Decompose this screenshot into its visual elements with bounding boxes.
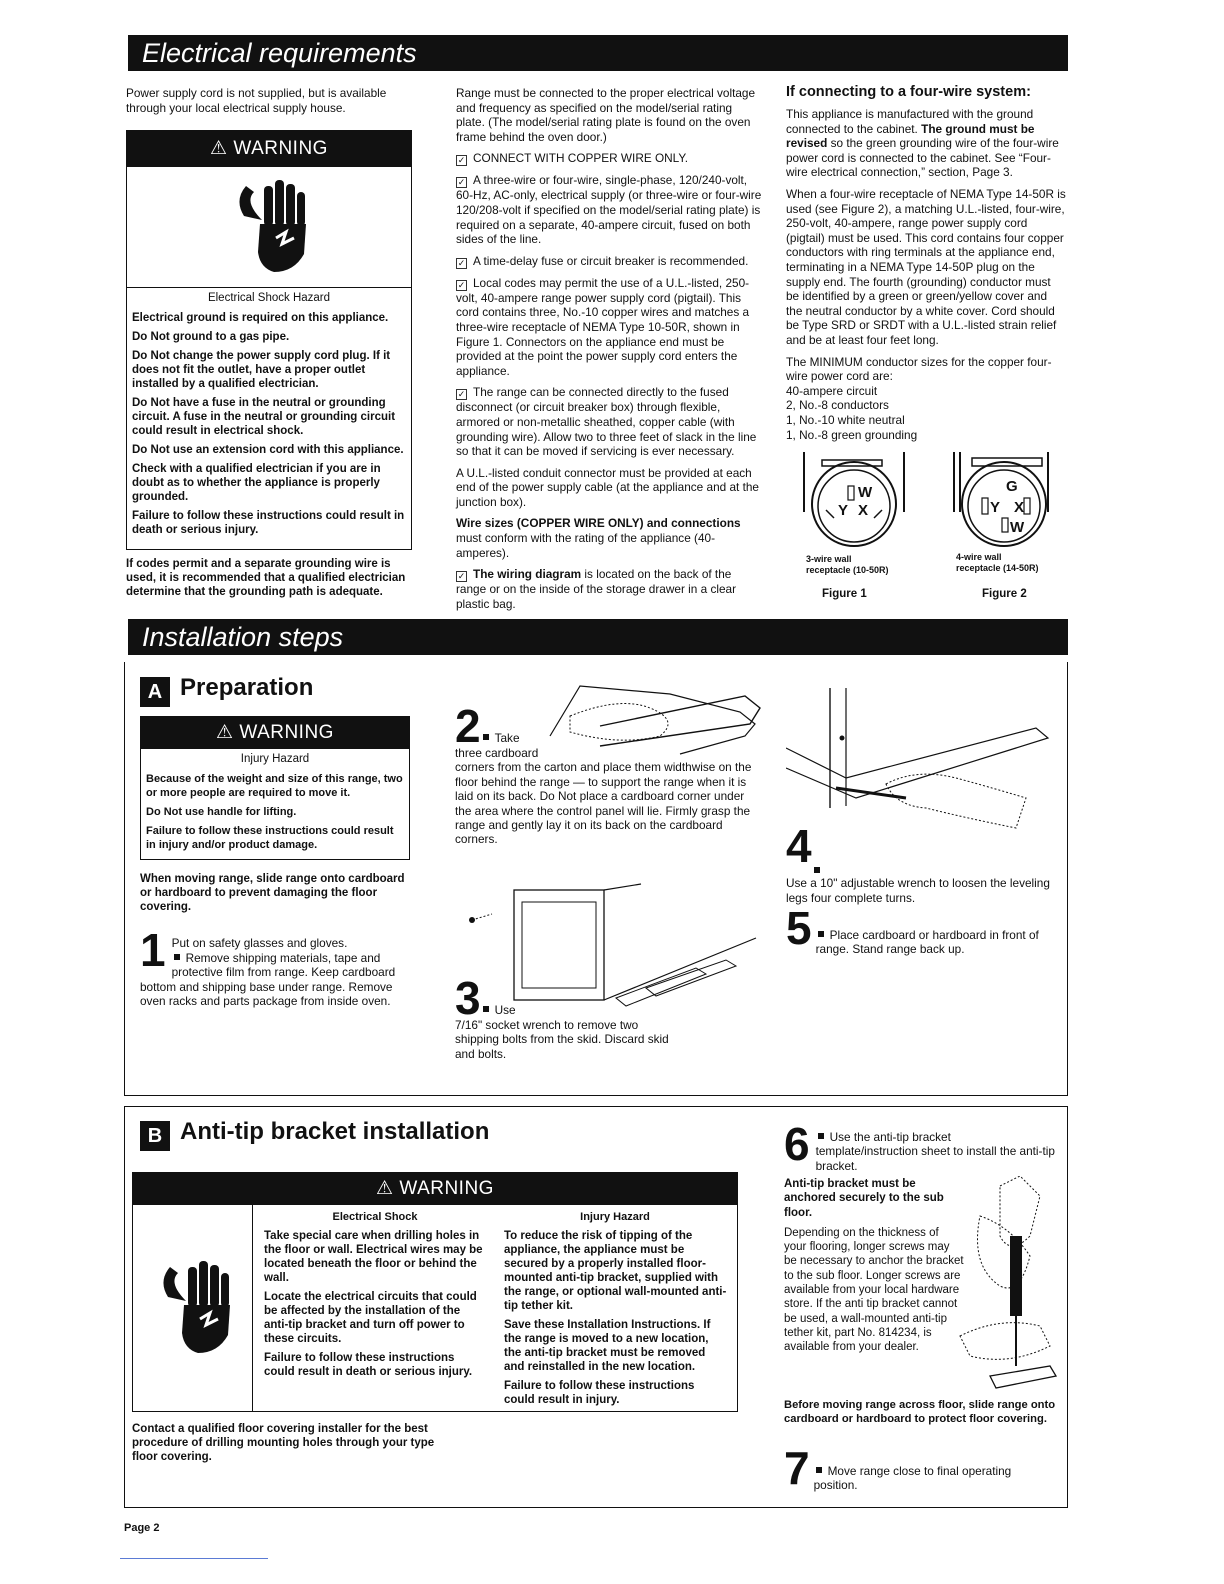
warning-header: [127, 131, 411, 167]
warning-item: Save these Installation Instructions. If the range is moved to a new location, the anti-tip bracket must be removed and reinstalled in the new location.: [504, 1318, 711, 1373]
conductor-list-item: 1, No.-8 green grounding: [786, 427, 918, 442]
step6-text: Use the anti-tip bracket template/instruction sheet to install the anti-tip bracket.: [815, 1130, 1055, 1173]
step-number: 6: [784, 1118, 810, 1170]
warning-item: Do Not ground to a gas pipe.: [132, 330, 290, 343]
warning-label: WARNING: [239, 722, 334, 743]
slot-x-label: X: [1014, 499, 1025, 516]
antitip-title: Anti-tip bracket installation: [180, 1118, 490, 1145]
fuse-item: ✓ A time-delay fuse or circuit breaker is recommended.: [457, 253, 749, 268]
step2-text-a: Take: [494, 731, 520, 745]
step6-paragraph: Depending on the thickness of your flooring, longer screws may be necessary to anchor the bracket to the sub floor. Longer screws are available from your local hardware store. If the anti tip bracket cannot be used, a wall-mounted anti-tip tether kit, part No. 814234, is available from your dealer.: [784, 1226, 964, 1354]
warning-item: Failure to follow these instructions could result in injury and/or product damage.: [146, 824, 394, 851]
checkbox-icon: ✓: [457, 257, 466, 268]
warning-item: Because of the weight and size of this range, two or more people are required to move it.: [146, 772, 403, 799]
bullet-icon: [174, 954, 180, 960]
warning-triangle-icon: ⚠: [210, 138, 228, 159]
warning-label: WARNING: [233, 138, 328, 159]
warning-item: Do Not have a fuse in the neutral or grounding circuit. A fuse in the neutral or grounding circuit could result in electrical shock.: [132, 396, 396, 437]
checkbox-icon: ✓: [457, 279, 466, 290]
warning-item: To reduce the risk of tipping of the appliance, the appliance must be secured by a properly installed floor-mounted anti-tip bracket, supplied with the range, or optional wall-mounted anti-tip tether kit.: [504, 1229, 727, 1312]
slot-g-label: G: [1006, 478, 1018, 495]
pigtail-item: ✓ Local codes may permit the use of a U.L.-listed, 250-volt, 40-ampere range power supply cord (pigtail). This cord contains three, No.-10 copper wires and matches a three-wire receptacle of NEMA Type 10-50R, shown in Figure 1. Connectors on the appliance end must be provided at the point the power supply cord enters the appliance.: [456, 275, 750, 378]
voltage-paragraph: Range must be connected to the proper electrical voltage and frequency as specified on the model/serial rating plate. (The model/serial rating plate is found on the oven frame behind the oven door.): [456, 86, 756, 144]
direct-connect-item: ✓ The range can be connected directly to the fused disconnect (or circuit breaker box) through flexible, armored or non-metallic sheathed, copper cable (with grounding wire). Allow two to three feet of slack in the line so that it can be moved if servicing is ever necessary.: [456, 385, 757, 459]
conductor-list-item: 2, No.-8 conductors: [786, 398, 889, 413]
injury-warning-box: [140, 716, 410, 860]
wiring-diagram-item: ✓ The wiring diagram is located on the back of the range or on the inside of the storage drawer in a clear plastic bag.: [456, 567, 737, 611]
warning-item: Failure to follow these instructions could result in death or serious injury.: [264, 1351, 473, 1378]
step-4: [786, 820, 1056, 905]
step-number: 4: [786, 820, 812, 872]
step5-text: Place cardboard or hardboard in front of range. Stand range back up.: [815, 928, 1039, 957]
slot-w-label: W: [858, 484, 873, 501]
warning-label: WARNING: [399, 1178, 494, 1199]
warning-item: Do Not change the power supply cord plug. If it does not fit the outlet, have a proper outlet installed by a qualified electrician.: [132, 349, 391, 390]
bullet-icon: [816, 1467, 822, 1473]
leveling-leg-illustration: [786, 688, 1056, 838]
receptacle-3wire-icon: [800, 452, 910, 552]
injury-hazard-column: [495, 1205, 735, 1411]
step2-text-b: three cardboard: [455, 746, 539, 760]
receptacle-4wire-icon: [946, 452, 1056, 552]
col3: [786, 84, 1066, 442]
shock-title: Electrical Shock: [332, 1211, 418, 1223]
step-3: [455, 972, 765, 1061]
warning-header: [141, 717, 409, 749]
warning-header: [133, 1173, 737, 1205]
bullet-icon: [483, 734, 489, 740]
step-2: [455, 700, 755, 847]
col2: [456, 86, 762, 618]
shock-hand-icon: [133, 1205, 253, 1411]
fig2-caption: receptacle (14-50R): [956, 563, 1039, 573]
slot-y-label: Y: [838, 502, 849, 519]
fig1-caption: receptacle (10-50R): [806, 565, 889, 575]
checkbox-icon: ✓: [457, 177, 466, 188]
conductor-list-item: 1, No.-10 white neutral: [786, 412, 905, 427]
figure-1: [800, 452, 910, 602]
step-number: 1: [140, 924, 166, 976]
grounding-note: If codes permit and a separate grounding wire is used, it is recommended that a qualified electrician determine that the grounding path is adequate.: [126, 558, 406, 598]
preparation-title: Preparation: [180, 674, 314, 701]
footer-rule: [120, 1558, 268, 1559]
step-7: [784, 1442, 1056, 1494]
warning-item: Locate the electrical circuits that could be affected by the installation of the anti-tip bracket and turn off power to these circuits.: [264, 1290, 477, 1345]
warning-item: Do Not use handle for lifting.: [146, 805, 297, 818]
four-wire-p1: This appliance is manufactured with the ground connected to the cabinet. The ground must be revised so the green grounding wire of the four-wire power cord is connected to the cabinet. See “Four-wire electrical connection,” section, Page 3.: [786, 107, 1059, 180]
section-b-badge: B: [140, 1121, 170, 1151]
electrical-shock-column: [253, 1205, 495, 1411]
figure-2: [946, 452, 1066, 602]
step-number: 5: [786, 902, 812, 954]
checkbox-icon: ✓: [457, 571, 466, 582]
electrical-banner: Electrical requirements: [128, 35, 1068, 71]
bullet-icon: [814, 867, 820, 873]
fig2-caption: 4-wire wall: [956, 552, 1002, 562]
supply-item: ✓ A three-wire or four-wire, single-phase, 120/240-volt, 60-Hz, AC-only, electrical supply (or three-wire or four-wire 120/208-volt if specified on the model/serial rating plate) is required on a separate, 40-ampere circuit, fused on both sides of the line.: [456, 173, 762, 247]
slot-w-label: W: [1010, 519, 1025, 536]
warning-item: Failure to follow these instructions could result in injury.: [504, 1379, 695, 1406]
conductor-list-item: 40-ampere circuit: [786, 383, 878, 398]
checkbox-icon: ✓: [457, 155, 466, 166]
electrical-warning-box: [126, 130, 412, 550]
step7-text: Move range close to final operating position.: [813, 1464, 1012, 1493]
step3-text-b: 7/16" socket wrench to remove two shipping bolts from the skid. Discard skid and bolts.: [455, 1018, 669, 1061]
step1-text-a: Put on safety glasses and gloves.: [171, 936, 348, 950]
warning-item: Do Not use an extension cord with this appliance.: [132, 443, 404, 456]
power-cord-intro: Power supply cord is not supplied, but is available through your local electrical supply house.: [126, 86, 387, 115]
step4-text: Use a 10" adjustable wrench to loosen the leveling legs four complete turns.: [786, 876, 1050, 905]
step-number: 3: [455, 972, 481, 1024]
four-wire-p2: When a four-wire receptacle of NEMA Type 14-50R is used (see Figure 2), a matching U.L.-listed, four-wire, 250-volt, 40-ampere, range power supply cord (pigtail) must be used. This cord contains four copper conductors with ring terminals at the appliance end, terminating in a NEMA Type 14-50P plug on the supply end. The fourth (grounding) conductor must be identified by a green or green/yellow cover and the neutral conductor by a white cover. Cord should be Type SRD or SRDT with a U.L.-listed strain relief and be at least four feet long.: [786, 187, 1066, 348]
bullet-icon: [818, 931, 824, 937]
warning-item: Electrical ground is required on this appliance.: [132, 311, 389, 324]
warning-item: Check with a qualified electrician if you are in doubt as to whether the appliance is properly grounded.: [132, 462, 381, 503]
moving-note: When moving range, slide range onto cardboard or hardboard to prevent damaging the floor covering.: [140, 873, 405, 913]
antitip-warning-box: [132, 1172, 738, 1412]
step-5: [786, 902, 1056, 957]
step-number: 2: [455, 700, 481, 752]
page-number: Page 2: [124, 1522, 160, 1534]
step-number: 7: [784, 1442, 810, 1494]
injury-title: Injury Hazard: [580, 1211, 650, 1223]
step-1: [140, 924, 412, 1009]
slot-x-label: X: [858, 502, 869, 519]
floor-installer-note: Contact a qualified floor covering installer for the best procedure of drilling mounting holes through your type floor covering.: [132, 1423, 435, 1463]
fig1-label: Figure 1: [822, 588, 867, 600]
step3-text-a: Use: [494, 1003, 516, 1017]
hazard-title: Injury Hazard: [240, 753, 310, 765]
col1: [126, 86, 416, 122]
step-6: [784, 1118, 1056, 1173]
warning-item: Take special care when drilling holes in the floor or wall. Electrical wires may be located beneath the floor or behind the wall.: [264, 1229, 483, 1284]
bullet-icon: [483, 1006, 489, 1012]
wire-sizes-paragraph: Wire sizes (COPPER WIRE ONLY) and connections must conform with the rating of the appliance (40-amperes).: [456, 516, 741, 560]
warning-triangle-icon: ⚠: [216, 722, 234, 743]
four-wire-heading: If connecting to a four-wire system:: [786, 84, 1031, 100]
step6-details: [784, 1177, 964, 1355]
hazard-title: Electrical Shock Hazard: [207, 292, 331, 304]
installation-banner: Installation steps: [128, 619, 1068, 655]
bullet-icon: [818, 1133, 824, 1139]
step2-text-c: corners from the carton and place them widthwise on the floor behind the range — to support the range when it is laid on its back. Do Not place a cardboard corner under the area where the control panel will lie. Firmly grasp the range and gently lay it on its back on the cardboard corners.: [455, 760, 752, 847]
min-conductor-p: The MINIMUM conductor sizes for the copper four-wire power cord are:: [786, 354, 1052, 384]
slot-y-label: Y: [990, 499, 1001, 516]
warning-triangle-icon: ⚠: [376, 1178, 394, 1199]
conduit-paragraph: A U.L.-listed conduit connector must be provided at each end of the power supply cable (at the appliance and at the junction box).: [456, 465, 759, 509]
step1-text-b: Remove shipping materials, tape and protective film from range. Keep cardboard bottom and shipping base under range. Remove oven racks and parts package from inside oven.: [140, 950, 396, 1009]
step6-bold: Anti-tip bracket must be anchored securely to the sub floor.: [784, 1178, 944, 1219]
fig2-label: Figure 2: [982, 588, 1027, 600]
step6-note: Before moving range across floor, slide range onto cardboard or hardboard to protect floor covering.: [784, 1399, 1056, 1425]
fig1-caption: 3-wire wall: [806, 554, 852, 564]
copper-wire-item: ✓ CONNECT WITH COPPER WIRE ONLY.: [457, 151, 688, 166]
checkbox-icon: ✓: [457, 389, 466, 400]
warning-item: Failure to follow these instructions could result in death or serious injury.: [132, 509, 405, 536]
section-a-badge: A: [140, 677, 170, 707]
shock-hand-icon: [127, 167, 411, 287]
preparation-heading: [140, 674, 313, 707]
antitip-heading: [140, 1118, 489, 1151]
